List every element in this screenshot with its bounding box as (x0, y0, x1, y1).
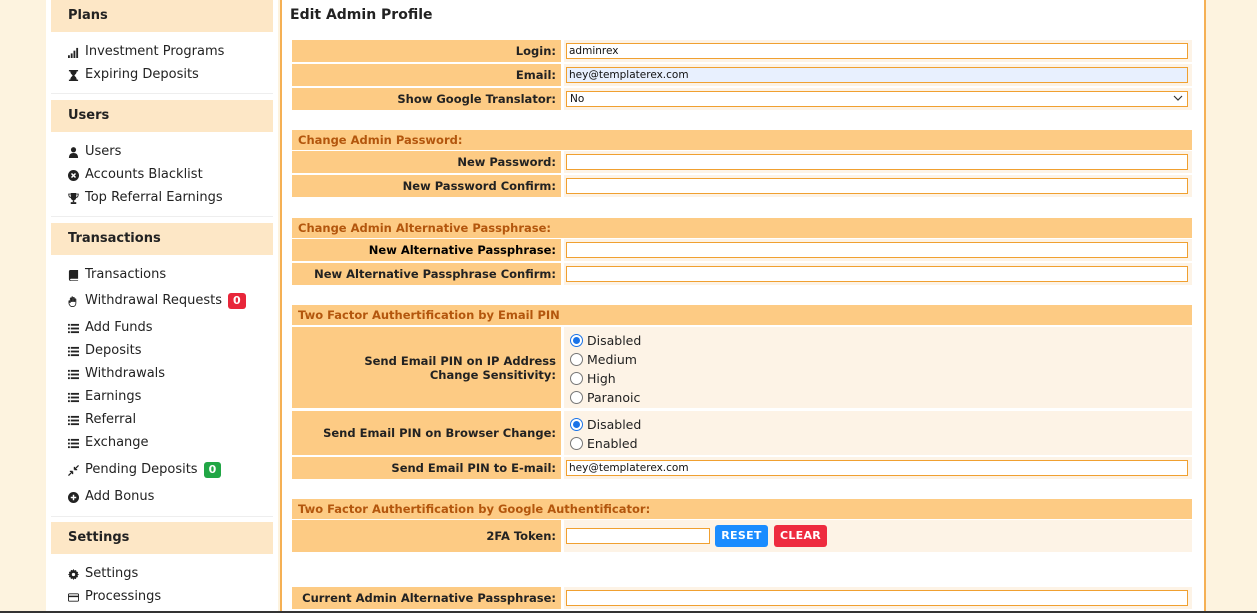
sidebar-item-referral[interactable] (67, 411, 136, 429)
sidebar-item-users[interactable] (67, 143, 121, 161)
browser-option-enabled[interactable] (570, 435, 638, 452)
sidebar-item-deposits[interactable] (67, 342, 141, 360)
browser-change-row (292, 411, 1192, 455)
page-title: Edit Admin Profile (290, 7, 433, 23)
pin-email-row (292, 457, 1192, 479)
sidebar-item-exchange[interactable] (67, 434, 149, 452)
gear-icon (67, 568, 80, 581)
sidebar-item-label: Transactions (85, 267, 167, 282)
sidebar (46, 0, 278, 613)
sidebar-item-label: Expiring Deposits (85, 67, 199, 82)
sidebar-item-add-funds[interactable] (67, 319, 153, 337)
sidebar-item-label: Pending Deposits (85, 462, 198, 477)
list-icon (67, 414, 80, 427)
token-input[interactable] (566, 528, 710, 544)
current-passphrase-row (292, 587, 1192, 609)
ip-option-medium[interactable] (570, 351, 637, 368)
pin-email-label: Send Email PIN to E-mail: (292, 457, 561, 479)
ip-option-label: High (587, 371, 616, 386)
new-passphrase-label: New Alternative Passphrase: (292, 239, 561, 261)
ip-sensitivity-row (292, 327, 1192, 408)
new-passphrase-confirm-row (292, 263, 1192, 285)
compress-arrows-icon (67, 464, 80, 477)
list-icon (67, 391, 80, 404)
sidebar-item-withdrawal-requests[interactable] (67, 292, 246, 310)
translator-label: Show Google Translator: (292, 88, 561, 110)
new-password-row (292, 151, 1192, 173)
new-passphrase-row (292, 239, 1192, 261)
ip-option-high[interactable] (570, 370, 616, 387)
list-icon (67, 368, 80, 381)
sidebar-item-label: Deposits (85, 343, 142, 358)
user-icon (67, 146, 80, 159)
sidebar-item-label: Exchange (85, 435, 149, 450)
main-content (280, 0, 1206, 613)
sidebar-divider (51, 516, 273, 517)
new-passphrase-confirm-label: New Alternative Passphrase Confirm: (292, 263, 561, 285)
new-password-label: New Password: (292, 151, 561, 173)
sidebar-item-settings[interactable] (67, 565, 138, 583)
sidebar-item-label: Top Referral Earnings (85, 190, 223, 205)
current-passphrase-input[interactable] (566, 590, 1188, 606)
sidebar-section-settings: Settings (51, 522, 273, 554)
email-input[interactable] (566, 67, 1188, 83)
hourglass-icon (67, 69, 80, 82)
new-password-input[interactable] (566, 154, 1188, 170)
hand-paper-icon (67, 295, 80, 308)
sidebar-item-label: Withdrawals (85, 366, 166, 381)
sidebar-divider (51, 216, 273, 217)
ip-option-disabled[interactable] (570, 332, 641, 349)
email-label: Email: (292, 64, 561, 86)
ip-option-label: Paranoic (587, 390, 641, 405)
google-auth-header: Two Factor Authertification by Google Authentificator: (292, 499, 1192, 519)
login-row (292, 40, 1192, 62)
ip-sensitivity-label-text: Send Email PIN on IP Address Change Sensitivity: (364, 353, 556, 382)
radio-checked-icon (570, 418, 583, 431)
email-row (292, 64, 1192, 86)
chevron-down-icon (1173, 93, 1183, 103)
new-passphrase-confirm-input[interactable] (566, 266, 1188, 282)
sidebar-item-top-referral-earnings[interactable] (67, 189, 223, 207)
pending-deposits-count-badge: 0 (204, 462, 222, 478)
radio-unchecked-icon (570, 437, 583, 450)
sidebar-item-expiring-deposits[interactable] (67, 66, 199, 84)
sidebar-item-label: Processings (85, 589, 162, 604)
translator-select-value: No (570, 93, 585, 105)
plus-circle-icon (67, 491, 80, 504)
change-passphrase-header: Change Admin Alternative Passphrase: (292, 218, 1192, 238)
ip-option-paranoic[interactable] (570, 389, 640, 406)
trophy-icon (67, 192, 80, 205)
ip-option-label: Medium (587, 352, 637, 367)
sidebar-item-label: Users (85, 144, 122, 159)
sidebar-item-label: Earnings (85, 389, 142, 404)
sidebar-item-label: Add Bonus (85, 489, 155, 504)
email-pin-header: Two Factor Authertification by Email PIN (292, 305, 1192, 325)
radio-unchecked-icon (570, 391, 583, 404)
current-passphrase-label: Current Admin Alternative Passphrase: (292, 587, 561, 609)
sidebar-item-label: Investment Programs (85, 44, 225, 59)
sidebar-item-label: Referral (85, 412, 137, 427)
radio-checked-icon (570, 334, 583, 347)
change-password-header: Change Admin Password: (292, 130, 1192, 150)
sidebar-item-transactions[interactable] (67, 266, 166, 284)
sidebar-item-withdrawals[interactable] (67, 365, 165, 383)
ip-sensitivity-label (292, 327, 561, 408)
new-password-confirm-label: New Password Confirm: (292, 175, 561, 197)
browser-option-label: Disabled (587, 417, 642, 432)
reset-button[interactable]: RESET (715, 525, 768, 547)
signal-bars-icon (67, 46, 80, 59)
radio-unchecked-icon (570, 372, 583, 385)
radio-unchecked-icon (570, 353, 583, 366)
browser-option-disabled[interactable] (570, 416, 641, 433)
pin-email-input[interactable] (566, 460, 1188, 476)
sidebar-item-investment-programs[interactable] (67, 43, 224, 61)
sidebar-section-plans: Plans (51, 0, 273, 32)
sidebar-divider (51, 93, 273, 94)
sidebar-section-users: Users (51, 100, 273, 132)
sidebar-item-earnings[interactable] (67, 388, 141, 406)
sidebar-item-add-bonus[interactable] (67, 488, 154, 506)
times-circle-icon (67, 169, 80, 182)
sidebar-item-label: Settings (85, 566, 139, 581)
list-icon (67, 345, 80, 358)
sidebar-item-accounts-blacklist[interactable] (67, 166, 203, 184)
browser-option-label: Enabled (587, 436, 638, 451)
sidebar-item-label: Add Funds (85, 320, 153, 335)
sidebar-item-processings[interactable] (67, 588, 161, 606)
token-row (292, 520, 1192, 552)
browser-change-label: Send Email PIN on Browser Change: (292, 411, 561, 455)
sidebar-item-pending-deposits[interactable] (67, 461, 221, 479)
credit-card-icon (67, 591, 80, 604)
token-label: 2FA Token: (292, 520, 561, 552)
list-icon (67, 322, 80, 335)
sidebar-item-label: Accounts Blacklist (85, 167, 203, 182)
new-passphrase-input[interactable] (566, 242, 1188, 258)
login-input[interactable] (566, 43, 1188, 59)
translator-select[interactable] (566, 91, 1188, 107)
withdrawal-requests-count-badge: 0 (228, 293, 246, 309)
clear-button[interactable]: CLEAR (774, 525, 827, 547)
list-icon (67, 437, 80, 450)
login-label: Login: (292, 40, 561, 62)
book-icon (67, 269, 80, 282)
sidebar-item-label: Withdrawal Requests (85, 293, 223, 308)
ip-option-label: Disabled (587, 333, 642, 348)
new-password-confirm-input[interactable] (566, 178, 1188, 194)
new-password-confirm-row (292, 175, 1192, 197)
translator-row (292, 88, 1192, 110)
sidebar-section-transactions: Transactions (51, 223, 273, 255)
